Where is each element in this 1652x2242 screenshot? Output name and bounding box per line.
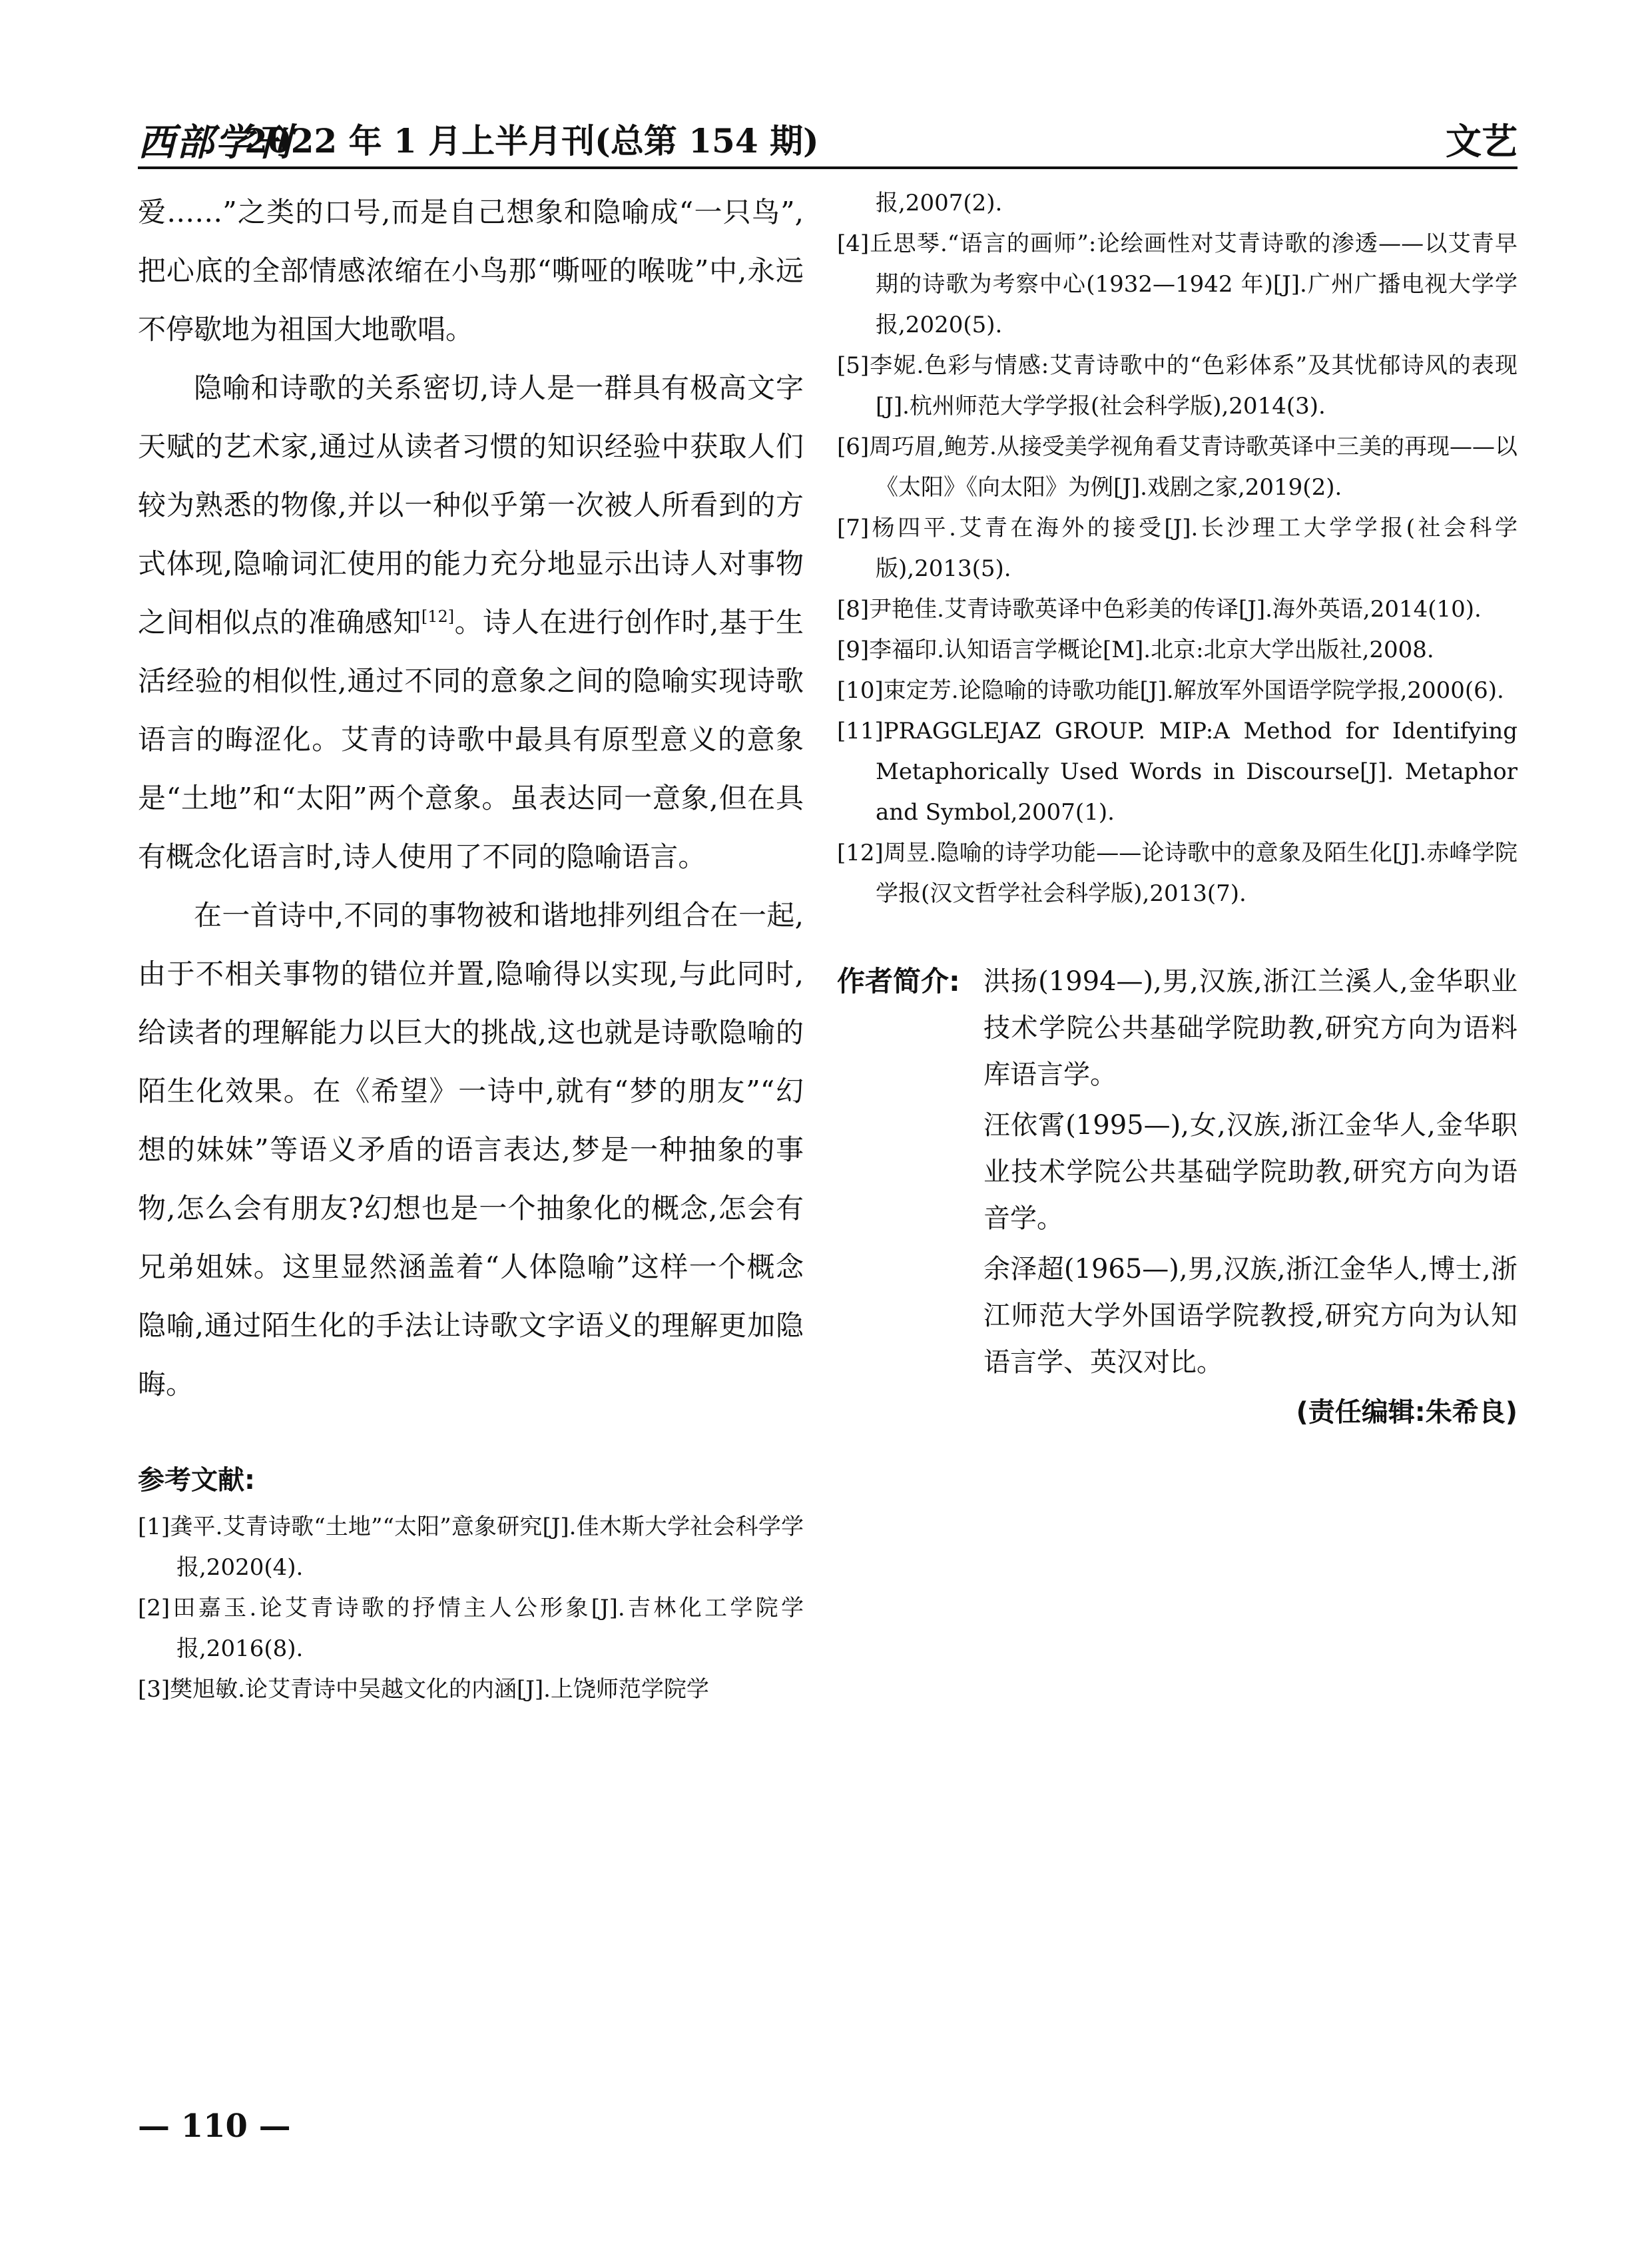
page-number: — 110 — — [138, 2107, 291, 2145]
author-bios — [983, 958, 1517, 1432]
reference-item: [5]李妮.色彩与情感:艾青诗歌中的“色彩体系”及其忧郁诗风的表现[J].杭州师范大学学报(社会科学版),2014(3). — [837, 352, 1517, 420]
body-paragraph: 爱……”之类的口号,而是自己想象和隐喻成“一只鸟”,把心底的全部情感浓缩在小鸟那“嘶哑的喉咙”中,永远不停歇地为祖国大地歌唱。 — [138, 196, 804, 346]
author-label: 作者简介: — [837, 965, 960, 997]
journal-logo: 西部学刊 — [138, 121, 292, 164]
author-bio: 洪扬(1994—),男,汉族,浙江兰溪人,金华职业技术学院公共基础学院助教,研究方向为语料库语言学。 — [983, 966, 1517, 1090]
body-text: 。诗人在进行创作时,基于生活经验的相似性,通过不同的意象之间的隐喻实现诗歌语言的晦涩化。艾青的诗歌中最具有原型意义的意象是“土地”和“太阳”两个意象。虽表达同一意象,但在具有概念化语言时,诗人使用了不同的隐喻语言。 — [138, 606, 804, 873]
reference-item: [8]尹艳佳.艾青诗歌英译中色彩美的传译[J].海外英语,2014(10). — [837, 596, 1482, 623]
reference-item: [9]李福印.认知语言学概论[M].北京:北京大学出版社,2008. — [837, 637, 1434, 663]
section-name: 文艺 — [1446, 121, 1517, 162]
body-text: 隐喻和诗歌的关系密切,诗人是一群具有极高文字天赋的艺术家,通过从读者习惯的知识经验中获取人们较为熟悉的物像,并以一种似乎第一次被人所看到的方式体现,隐喻词汇使用的能力充分地显示出诗人对事物之间相似点的准确感知 — [138, 372, 804, 639]
reference-item: [7]杨四平.艾青在海外的接受[J].长沙理工大学学报(社会科学版),2013(5). — [837, 515, 1517, 582]
reference-item: [3]樊旭敏.论艾青诗中吴越文化的内涵[J].上饶师范学院学 — [138, 1676, 709, 1703]
author-info — [837, 958, 1517, 1432]
reference-item: [6]周巧眉,鲍芳.从接受美学视角看艾青诗歌英译中三美的再现——以《太阳》《向太阳》为例[J].戏剧之家,2019(2). — [837, 433, 1517, 501]
reference-item: [1]龚平.艾青诗歌“土地”“太阳”意象研究[J].佳木斯大学社会科学学报,2020(4). — [138, 1514, 804, 1581]
body-paragraph: 在一首诗中,不同的事物被和谐地排列组合在一起,由于不相关事物的错位并置,隐喻得以实现,与此同时,给读者的理解能力以巨大的挑战,这也就是诗歌隐喻的陌生化效果。在《希望》一诗中,就有“梦的朋友”“幻想的妹妹”等语义矛盾的语言表达,梦是一种抽象的事物,怎么会有朋友?幻想也是一个抽象化的概念,怎会有兄弟姐妹。这里显然涵盖着“人体隐喻”这样一个概念隐喻,通过陌生化的手法让诗歌文字语义的理解更加隐晦。 — [138, 899, 804, 1400]
author-bio: 余泽超(1965—),男,汉族,浙江金华人,博士,浙江师范大学外国语学院教授,研究方向为认知语言学、英汉对比。 — [983, 1254, 1517, 1378]
issue-info: 2022 年 1 月上半月刊(总第 154 期) — [244, 121, 819, 160]
reference-item: [12]周昱.隐喻的诗学功能——论诗歌中的意象及陌生化[J].赤峰学院学报(汉文哲学社会科学版),2013(7). — [837, 840, 1517, 907]
header-rule — [138, 166, 1517, 169]
left-column — [138, 183, 804, 1710]
reference-continuation: 报,2007(2). — [876, 190, 1003, 216]
author-bio: 汪依霄(1995—),女,汉族,浙江金华人,金华职业技术学院公共基础学院助教,研究方向为语音学。 — [983, 1110, 1517, 1234]
reference-item: [4]丘思琴.“语言的画师”:论绘画性对艾青诗歌的渗透——以艾青早期的诗歌为考察中心(1932—1942 年)[J].广州广播电视大学学报,2020(5). — [837, 230, 1517, 338]
page-header — [138, 112, 1517, 164]
right-column — [837, 183, 1517, 1432]
body-paragraph — [138, 359, 804, 886]
references-title: 参考文献: — [138, 1465, 255, 1496]
reference-item: [2]田嘉玉.论艾青诗歌的抒情主人公形象[J].吉林化工学院学报,2016(8). — [138, 1595, 804, 1662]
reference-item: [11]PRAGGLEJAZ GROUP. MIP:A Method for Identifying Metaphorically Used Words in Discourse[J]. Metaphor and Symbol,2007(1). — [837, 718, 1517, 826]
responsible-editor: (责任编辑:朱希良) — [1296, 1397, 1517, 1428]
reference-item: [10]束定芳.论隐喻的诗歌功能[J].解放军外国语学院学报,2000(6). — [837, 677, 1504, 704]
citation-mark: [12] — [421, 607, 455, 626]
